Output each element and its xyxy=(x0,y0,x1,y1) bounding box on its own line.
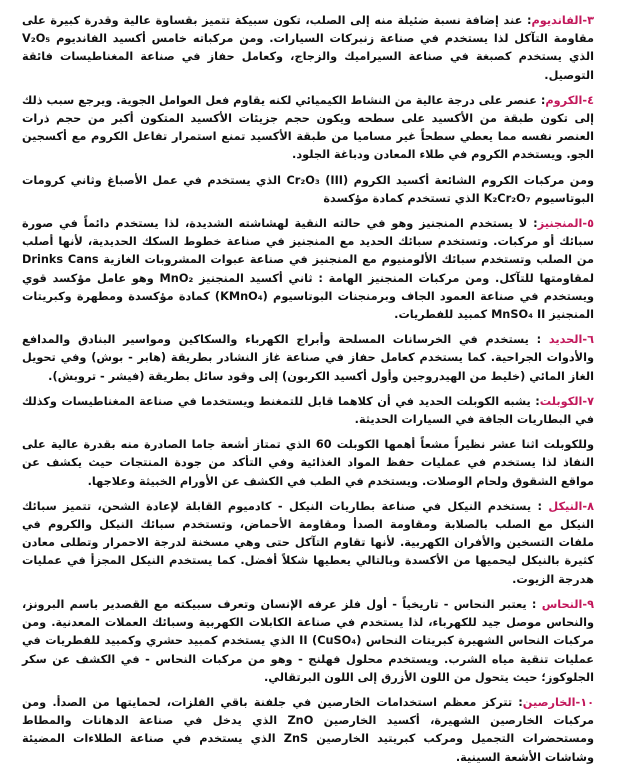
paragraph-heading: الكروم xyxy=(545,93,583,107)
paragraph-heading: الكوبلت xyxy=(539,394,583,408)
paragraph-text: وللكوبلت اثنا عشر نظيراً مشعاً أهمها الكوبلت 60 الذي تمتاز أشعة جاما الصادرة منه بقدرة عالية على النفاذ لذا يستخدم في عمليات حفظ المواد الغذائية وفي التأكد من جودة المنتجات حيث يكشف عن مواقع الشقوق ولحام الوصلات. ويستخدم في الطب في الكشف عن الأورام الخبيثة وعلاجها. xyxy=(22,438,595,488)
paragraph-heading: النحاس xyxy=(541,597,583,611)
heading-separator: : xyxy=(540,93,546,107)
heading-separator: : xyxy=(526,597,542,611)
heading-separator: : xyxy=(527,14,532,27)
paragraph-cobalt xyxy=(22,393,594,429)
paragraph-heading: الخارصين xyxy=(522,695,576,709)
paragraph-heading: المنجنيز xyxy=(537,217,583,231)
heading-separator: : xyxy=(528,333,549,347)
heading-separator: : xyxy=(518,695,523,709)
paragraph-text: لا يستخدم المنجنيز وهو في حالته النقية لهشاشته الشديدة، لذا يستخدم دائماً في صورة سبائك أو مركبات. وتستخدم سبائك الحديد مع المنجنيز في صناعة خطوط السكك الحديدية، لأنها أصلب من الصلب وتستخدم سبائك الألومنيوم مع المنجنيز في صناعة عبوات المشروبات الغازية Drinks Cans لمقاومتها للتآكل. ومن مركبات المنجنيز الهامة : ثاني أكسيد المنجنيز MnO₂ وهو عامل مؤكسد قوي ويستخدم في صناعة العمود الجاف وبرمنجنات البوتاسيوم (KMnO₄) كمادة مؤكسدة ومطهرة وكبريتات المنجنيز MnSO₄ II كمبيد للفطريات. xyxy=(22,217,595,322)
paragraph-copper xyxy=(22,596,594,687)
paragraph-number: ٦- xyxy=(582,333,594,347)
paragraph-text: ومن مركبات الكروم الشائعة أكسيد الكروم (III) Cr₂O₃ الذي يستخدم في عمل الأصباغ وثاني كرومات البوتاسيوم K₂Cr₂O₇ الذي تستخدم كمادة مؤكسدة xyxy=(22,173,594,205)
heading-separator: : xyxy=(531,499,549,513)
paragraph-number: ٨- xyxy=(582,499,594,513)
paragraph-zinc xyxy=(22,694,594,767)
paragraph-chromium xyxy=(22,92,594,165)
paragraph-number: ١٠- xyxy=(575,695,594,709)
paragraph-number: ٥- xyxy=(582,217,594,231)
paragraph-heading: الفانديوم xyxy=(531,14,583,27)
paragraph-vanadium xyxy=(22,12,594,85)
paragraph-cobalt-isotopes xyxy=(22,436,594,491)
paragraph-heading: النيكل xyxy=(548,499,583,513)
paragraph-iron xyxy=(22,331,594,386)
heading-separator: : xyxy=(535,394,540,408)
paragraph-text: عند إضافة نسبة ضئيلة منه إلى الصلب، تكون سبيكة تتميز بقساوة عالية وقدرة كبيرة على مقاومة التآكل لذا يستخدم في صناعة زنبركات السيارات. ومن مركباته خامس أكسيد الفانديوم V₂O₅ الذي يستخدم كصبغة في صناعة السيراميك والزجاج، وكعامل حفاز في صناعة المغناطيسات فائقة التوصيل. xyxy=(22,14,594,82)
paragraph-text: عنصر على درجة عالية من النشاط الكيميائي لكنه يقاوم فعل العوامل الجوية. ويرجع سبب ذلك إلى تكون طبقة من الأكسيد على سطحه ويكون حجم جزيئات الأكسيد المتكون أكبر من حجم ذرات العنصر نفسه مما يعطي سطحاً غير مساميا من طبقة الأكسيد تمنع استمرار تفاعل الكروم مع أكسجين الجو. ويستخدم الكروم في طلاء المعادن ودباغة الجلود. xyxy=(22,93,594,162)
paragraph-chromium-compounds xyxy=(22,172,594,208)
paragraph-text: يستخدم في الخرسانات المسلحة وأبراج الكهرباء والسكاكين ومواسير البنادق والمدافع والأدوات الجراحية. كما يستخدم كعامل حفاز في صناعة غاز النشادر بطريقة (هابر - بوش) وفي تحويل الغاز المائي (خليط من الهيدروجين وأول أكسيد الكربون) إلى وقود سائل بطريقة (فيشر - تروبش). xyxy=(22,333,594,383)
paragraph-text: يشبه الكوبلت الحديد في أن كلاهما قابل للتمغنط ويستخدما في صناعة المغناطيسات وكذلك في البطاريات الجافة في السيارات الحديثة. xyxy=(22,394,594,427)
paragraph-manganese xyxy=(22,215,594,324)
paragraph-number: ٤- xyxy=(582,93,594,107)
paragraph-heading: الحديد xyxy=(548,333,583,347)
paragraph-number: ٩- xyxy=(582,597,594,611)
paragraph-number: ٣- xyxy=(582,14,594,27)
paragraph-nickel xyxy=(22,498,594,589)
heading-separator: : xyxy=(533,217,538,231)
paragraph-text: تتركز معظم استخدامات الخارصين في جلفنة باقي الفلزات، لحمايتها من الصدأ. ومن مركبات الخارصين الشهيرة، أكسيد الخارصين ZnO الذي يدخل في صناعة الدهانات والمطاط ومستحضرات التجميل ومركب كبريتيد الخارصين ZnS الذي يستخدم في صناعة الطلاءات المضيئة وشاشات الأشعة السينية. xyxy=(22,695,594,764)
paragraph-text: يستخدم النيكل في صناعة بطاريات النيكل - كادميوم القابلة لإعادة الشحن، تتميز سبائك النيكل مع الصلب بالصلابة ومقاومة الصدأ ومقاومة الأحماض، وتستخدم سبائك النيكل والكروم في ملفات التسخين والأفران الكهربية. لأنها تقاوم التآكل حتى وهي مسخنة لدرجة الاحمرار وتطلى معادن كثيرة بالنيكل ليحميها من الأكسدة وبالتالي يعطيها شكلاً أفضل. كما يستخدم النيكل المجزأ في عمليات هدرجة الزيوت. xyxy=(22,499,594,586)
paragraph-number: ٧- xyxy=(582,394,594,408)
paragraph-text: يعتبر النحاس - تاريخياً - أول فلز عرفه الإنسان وتعرف سبيكته مع القصدير باسم البرونز، والنحاس موصل جيد للكهرباء، لذا يستخدم في صناعة الكابلات الكهربية وسبائك العملات المعدنية. ومن مركبات النحاس الشهيرة كبريتات النحاس II (CuSO₄) الذي يستخدم كمبيد حشري وكمبيد للفطريات في عمليات تنقية مياه الشرب. ويستخدم محلول فهلنج - وهو من مركبات النحاس - في الكشف عن سكر الجلوكوز؛ حيث يتحول من اللون الأزرق إلى اللون البرتقالي. xyxy=(22,597,594,684)
